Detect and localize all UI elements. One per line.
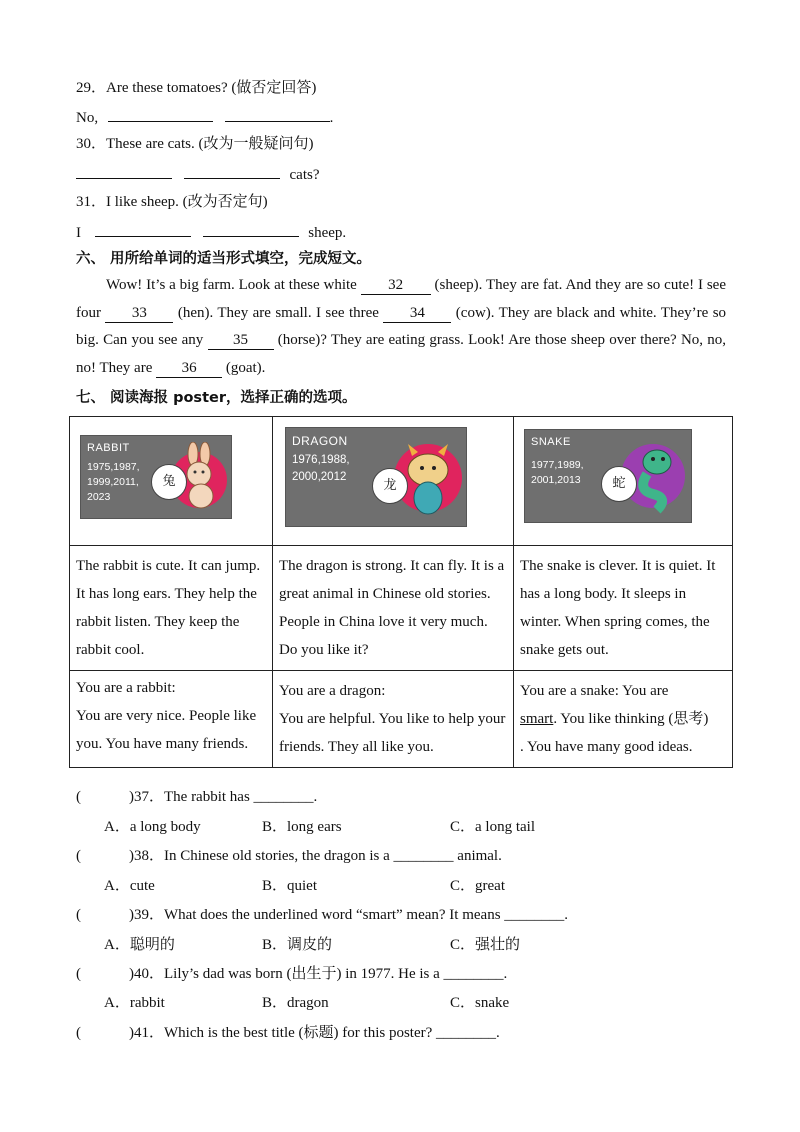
answer-30 bbox=[76, 163, 319, 185]
blank-33[interactable]: 33 bbox=[105, 304, 173, 323]
rabbit-personality-text: You are very nice. People like you. You have many friends. bbox=[76, 708, 257, 752]
zodiac-poster bbox=[69, 416, 733, 768]
blank[interactable] bbox=[95, 221, 191, 237]
underlined-word-smart: smart bbox=[520, 711, 554, 727]
option-37-c[interactable]: C．a long tail bbox=[450, 819, 535, 835]
option-38-a[interactable]: A．cute bbox=[104, 878, 155, 894]
dragon-personality-text: You are helpful. You like to help your friends. They all like you. bbox=[279, 711, 506, 755]
option-38-c[interactable]: C．great bbox=[450, 878, 505, 894]
rabbit-personality-heading: You are a rabbit: bbox=[76, 680, 176, 696]
option-39-c[interactable]: C．强壮的 bbox=[450, 937, 521, 953]
passage-text: (goat). bbox=[225, 359, 266, 376]
question-40: ( )40．Lily’s dad was born (出生于) in 1977. He is a ________. bbox=[76, 966, 508, 982]
answer-29: No, . bbox=[76, 106, 333, 128]
passage-text: (cow). They are black and white. They’re so big. Can you see any bbox=[76, 304, 727, 348]
question-39: ( )39．What does the underlined word “smart” mean? It means ________. bbox=[76, 907, 569, 923]
rabbit-image-cell bbox=[70, 417, 273, 546]
option-40-b[interactable]: B．dragon bbox=[262, 995, 329, 1011]
snake-description: The snake is clever. It is quiet. It has a long body. It sleeps in winter. When spring comes, the snake gets out. bbox=[514, 546, 733, 671]
rabbit-description: The rabbit is cute. It can jump. It has long ears. They help the rabbit listen. They keep the rabbit cool. bbox=[70, 546, 273, 671]
rabbit-personality bbox=[70, 671, 273, 768]
blank-35[interactable]: 35 bbox=[208, 331, 274, 350]
dragon-personality bbox=[273, 671, 514, 768]
fill-in-passage bbox=[76, 272, 726, 382]
passage-text: (horse)? They are eating grass. Look! Are those sheep over there? No, no, no! They are bbox=[76, 332, 727, 376]
question-41: ( )41．Which is the best title (标题) for this poster? ________. bbox=[76, 1025, 500, 1041]
answer-31-suffix: sheep. bbox=[308, 225, 347, 241]
blank-34[interactable]: 34 bbox=[383, 304, 451, 323]
rabbit-card bbox=[80, 435, 232, 519]
blank[interactable] bbox=[76, 163, 172, 179]
dragon-card bbox=[285, 427, 467, 527]
option-38-b[interactable]: B．quiet bbox=[262, 878, 317, 894]
question-37: ( )37．The rabbit has ________. bbox=[76, 789, 318, 805]
dragon-image-cell bbox=[273, 417, 514, 546]
option-40-c[interactable]: C．snake bbox=[450, 995, 510, 1011]
option-37-b[interactable]: B．long ears bbox=[262, 819, 342, 835]
section-6-title: 六、 用所给单词的适当形式填空，完成短文。 bbox=[76, 251, 372, 267]
dragon-char: 龙 bbox=[372, 468, 408, 504]
blank-32[interactable]: 32 bbox=[361, 276, 431, 295]
rabbit-char: 兔 bbox=[151, 464, 187, 500]
answer-31-prefix: I bbox=[76, 225, 81, 241]
snake-years: 1977,1989, 2001,2013 bbox=[531, 459, 584, 486]
blank[interactable] bbox=[203, 221, 299, 237]
passage-text: Wow! It’s a big farm. Look at these white bbox=[106, 277, 357, 293]
option-39-b[interactable]: B．调皮的 bbox=[262, 937, 333, 953]
question-29: 29．Are these tomatoes? (做否定回答) bbox=[76, 80, 317, 96]
snake-personality: You are a snake: You are smart. You like thinking (思考) . You have many good ideas. bbox=[514, 671, 733, 768]
snake-name: SNAKE bbox=[531, 436, 571, 448]
question-38: ( )38．In Chinese old stories, the dragon is a ________ animal. bbox=[76, 848, 502, 864]
rabbit-name: RABBIT bbox=[87, 442, 130, 454]
passage-text: (hen). They are small. I see three bbox=[177, 304, 379, 321]
option-39-a[interactable]: A．聪明的 bbox=[104, 937, 175, 953]
dragon-personality-heading: You are a dragon: bbox=[279, 683, 386, 699]
snake-char: 蛇 bbox=[601, 466, 637, 502]
question-30: 30．These are cats. (改为一般疑问句) bbox=[76, 136, 314, 152]
section-7-title: 七、 阅读海报 poster，选择正确的选项。 bbox=[76, 390, 357, 406]
dragon-description: The dragon is strong. It can fly. It is a great animal in Chinese old stories. People in China love it very much. Do you like it? bbox=[273, 546, 514, 671]
dragon-name: DRAGON bbox=[292, 434, 348, 448]
snake-card bbox=[524, 429, 692, 523]
passage-text: (sheep). They are fat. And they are so cute! I see four bbox=[76, 277, 726, 321]
option-37-a[interactable]: A．a long body bbox=[104, 819, 201, 835]
answer-31 bbox=[76, 221, 346, 243]
blank[interactable] bbox=[184, 163, 280, 179]
blank[interactable] bbox=[108, 106, 213, 122]
dragon-years: 1976,1988, 2000,2012 bbox=[292, 454, 350, 483]
blank[interactable] bbox=[225, 106, 330, 122]
question-31: 31．I like sheep. (改为否定句) bbox=[76, 194, 268, 210]
option-40-a[interactable]: A．rabbit bbox=[104, 995, 165, 1011]
answer-29-prefix: No, bbox=[76, 110, 99, 126]
snake-image-cell bbox=[514, 417, 733, 546]
rabbit-years: 1975,1987, 1999,2011, 2023 bbox=[87, 461, 140, 503]
blank-36[interactable]: 36 bbox=[156, 359, 222, 378]
answer-30-suffix: cats? bbox=[289, 167, 320, 183]
